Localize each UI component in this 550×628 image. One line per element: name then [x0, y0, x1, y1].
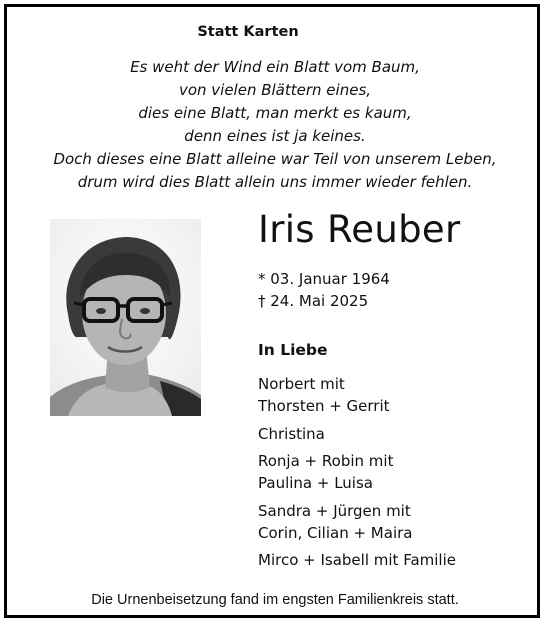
family-line: Ronja + Robin mit	[258, 452, 394, 470]
poem-line: drum wird dies Blatt allein uns immer wieder fehlen.	[77, 173, 473, 191]
family-line: Norbert mit	[258, 375, 345, 393]
family-line: Corin, Cilian + Maira	[258, 523, 413, 542]
poem-line: Es weht der Wind ein Blatt vom Baum,	[130, 58, 420, 76]
poem-line: denn eines ist ja keines.	[184, 127, 366, 145]
family-line: Sandra + Jürgen mit	[258, 501, 411, 520]
family-list	[258, 373, 456, 577]
header-statt-karten: Statt Karten	[197, 24, 299, 40]
in-love-heading: In Liebe	[258, 341, 328, 359]
family-line: Christina	[258, 424, 325, 443]
family-line: Thorsten + Gerrit	[258, 397, 390, 415]
deceased-name: Iris Reuber	[258, 208, 461, 251]
footer-note: Die Urnenbeisetzung fand im engsten Familienkreis statt.	[91, 592, 459, 608]
family-group	[258, 373, 456, 417]
birth-date: * 03. Januar 1964	[258, 270, 390, 288]
family-line: Paulina + Luisa	[258, 474, 373, 492]
poem	[0, 56, 550, 194]
family-group	[258, 500, 456, 544]
family-group	[258, 549, 456, 571]
poem-line: dies eine Blatt, man merkt es kaum,	[138, 104, 412, 122]
family-group	[258, 450, 456, 494]
poem-line: Doch dieses eine Blatt alleine war Teil von unserem Leben,	[53, 150, 497, 168]
life-dates	[258, 268, 390, 312]
death-date: † 24. Mai 2025	[258, 292, 369, 310]
portrait-photo	[50, 219, 201, 416]
poem-line: von vielen Blättern eines,	[178, 81, 372, 99]
family-line: Mirco + Isabell mit Familie	[258, 551, 456, 569]
family-group	[258, 423, 456, 445]
